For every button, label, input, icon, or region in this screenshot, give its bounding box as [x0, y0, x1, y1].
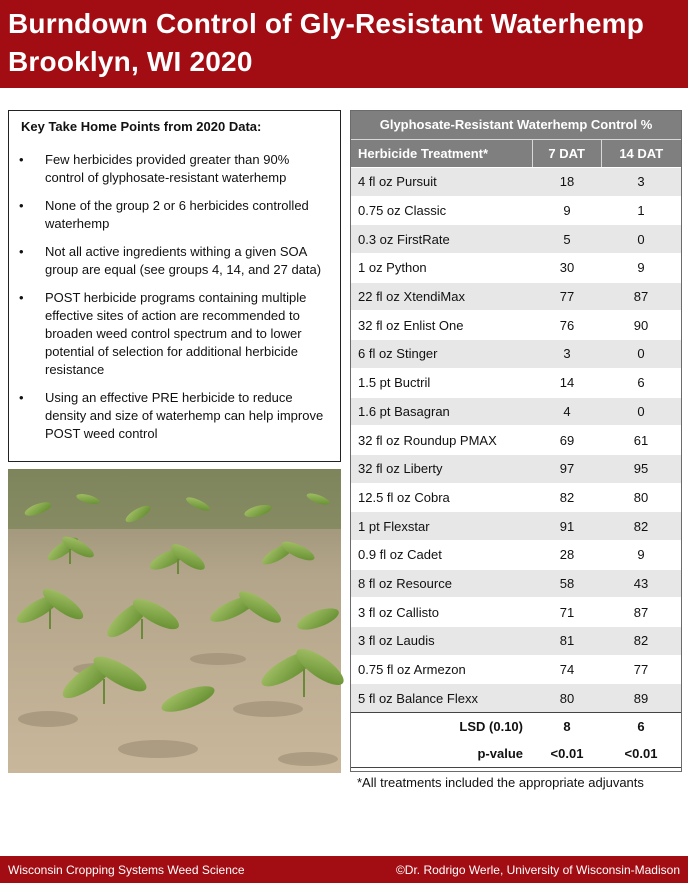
bullet-icon: •	[19, 390, 24, 405]
key-point-text: Few herbicides provided greater than 90% control of glyphosate-resistant waterhemp	[45, 152, 290, 185]
key-point-item	[9, 289, 340, 379]
table-row	[351, 425, 681, 454]
value-7dat-cell: 18	[559, 174, 575, 190]
bullet-icon: •	[19, 152, 24, 167]
table-footnote: *All treatments included the appropriate adjuvants	[351, 767, 681, 798]
table-row	[351, 196, 681, 225]
treatment-cell: 22 fl oz XtendiMax	[358, 289, 465, 305]
footer-copyright: ©Dr. Rodrigo Werle, University of Wisconsin-Madison	[395, 863, 680, 877]
table-stats	[351, 712, 681, 767]
col-header-14dat: 14 DAT	[601, 140, 682, 167]
bullet-icon: •	[19, 198, 24, 213]
value-7dat-cell: 80	[559, 690, 575, 706]
value-14dat-cell: 61	[633, 432, 649, 448]
treatment-cell: 8 fl oz Resource	[358, 575, 452, 591]
key-point-item	[9, 197, 340, 233]
page-title-line-1: Burndown Control of Gly-Resistant Waterhemp	[8, 8, 645, 39]
table-row	[351, 310, 681, 339]
value-14dat-cell: 89	[633, 690, 649, 706]
value-7dat-cell: 4	[563, 403, 571, 419]
stats-value-14dat: <0.01	[624, 746, 658, 762]
table-row	[351, 597, 681, 626]
table-row	[351, 540, 681, 569]
value-14dat-cell: 1	[637, 203, 645, 219]
treatment-cell: 3 fl oz Laudis	[358, 633, 435, 649]
treatment-cell: 0.75 oz Classic	[358, 203, 447, 219]
value-14dat-cell: 82	[633, 633, 649, 649]
value-7dat-cell: 76	[559, 317, 575, 333]
key-points-list	[9, 151, 340, 453]
key-point-text: None of the group 2 or 6 herbicides controlled waterhemp	[45, 198, 309, 231]
waterhemp-photo-illustration	[8, 469, 341, 773]
key-point-item	[9, 243, 340, 279]
value-7dat-cell: 77	[559, 289, 575, 305]
bullet-icon: •	[19, 290, 24, 305]
value-7dat-cell: 81	[559, 633, 575, 649]
value-7dat-cell: 5	[563, 231, 571, 247]
value-7dat-cell: 97	[559, 461, 575, 477]
table-body	[351, 167, 681, 712]
key-point-text: Not all active ingredients withing a given SOA group are equal (see groups 4, 14, and 27 data)	[45, 244, 322, 277]
stats-value-7dat: <0.01	[550, 746, 584, 762]
table-row	[351, 253, 681, 282]
key-point-text: Using an effective PRE herbicide to reduce density and size of waterhemp can help improve POST weed control	[45, 390, 324, 441]
footer-left-text: Wisconsin Cropping Systems Weed Science	[8, 863, 245, 877]
value-14dat-cell: 90	[633, 317, 649, 333]
key-point-item	[9, 151, 340, 187]
value-7dat-cell: 14	[559, 375, 575, 391]
table-row	[351, 511, 681, 540]
table-row	[351, 282, 681, 311]
value-7dat-cell: 91	[559, 518, 575, 534]
value-14dat-cell: 95	[633, 461, 649, 477]
key-point-item	[9, 389, 340, 443]
value-7dat-cell: 3	[563, 346, 571, 362]
value-14dat-cell: 6	[637, 375, 645, 391]
col-header-treatment: Herbicide Treatment*	[358, 146, 489, 161]
value-7dat-cell: 74	[559, 662, 575, 678]
table-row	[351, 167, 681, 196]
value-14dat-cell: 0	[637, 346, 645, 362]
col-header-7dat: 7 DAT	[532, 140, 601, 167]
table-row	[351, 368, 681, 397]
value-14dat-cell: 9	[637, 547, 645, 563]
control-table	[350, 110, 682, 791]
table-title: Glyphosate-Resistant Waterhemp Control %	[351, 111, 681, 139]
table-row	[351, 483, 681, 512]
treatment-cell: 1.6 pt Basagran	[358, 403, 450, 419]
value-7dat-cell: 30	[559, 260, 575, 276]
value-7dat-cell: 82	[559, 489, 575, 505]
treatment-cell: 32 fl oz Roundup PMAX	[358, 432, 497, 448]
bullet-icon: •	[19, 244, 24, 259]
treatment-cell: 5 fl oz Balance Flexx	[358, 690, 478, 706]
value-14dat-cell: 0	[637, 231, 645, 247]
table-row	[351, 339, 681, 368]
stats-value-14dat: 6	[637, 719, 645, 735]
value-14dat-cell: 77	[633, 662, 649, 678]
value-14dat-cell: 0	[637, 403, 645, 419]
treatment-cell: 12.5 fl oz Cobra	[358, 489, 450, 505]
table-row	[351, 626, 681, 655]
treatment-cell: 4 fl oz Pursuit	[358, 174, 437, 190]
page-header	[0, 0, 688, 88]
value-14dat-cell: 82	[633, 518, 649, 534]
treatment-cell: 6 fl oz Stinger	[358, 346, 438, 362]
treatment-cell: 32 fl oz Liberty	[358, 461, 443, 477]
value-14dat-cell: 80	[633, 489, 649, 505]
value-7dat-cell: 71	[559, 604, 575, 620]
treatment-cell: 0.3 oz FirstRate	[358, 231, 450, 247]
value-14dat-cell: 9	[637, 260, 645, 276]
value-7dat-cell: 9	[563, 203, 571, 219]
table-row	[351, 454, 681, 483]
value-7dat-cell: 69	[559, 432, 575, 448]
treatment-cell: 3 fl oz Callisto	[358, 604, 439, 620]
treatment-cell: 32 fl oz Enlist One	[358, 317, 464, 333]
value-14dat-cell: 87	[633, 604, 649, 620]
treatment-cell: 1 oz Python	[358, 260, 427, 276]
table-row	[351, 224, 681, 253]
page-footer	[0, 856, 688, 883]
treatment-cell: 0.9 fl oz Cadet	[358, 547, 442, 563]
table-row	[351, 569, 681, 598]
treatment-cell: 0.75 fl oz Armezon	[358, 662, 466, 678]
value-14dat-cell: 87	[633, 289, 649, 305]
key-point-text: POST herbicide programs containing multiple effective sites of action are recommended to broaden weed control spectrum and to lower potential of selection for additional herbicide resistance	[45, 290, 307, 377]
table-header-row	[351, 139, 681, 167]
stats-label: p-value	[477, 746, 523, 762]
treatment-cell: 1.5 pt Buctril	[358, 375, 431, 391]
table-row	[351, 655, 681, 684]
stats-row-pvalue	[351, 740, 681, 767]
value-14dat-cell: 43	[633, 575, 649, 591]
value-7dat-cell: 28	[559, 547, 575, 563]
table-row	[351, 397, 681, 426]
value-14dat-cell: 3	[637, 174, 645, 190]
treatment-cell: 1 pt Flexstar	[358, 518, 430, 534]
stats-value-7dat: 8	[563, 719, 571, 735]
stats-row-lsd	[351, 713, 681, 740]
value-7dat-cell: 58	[559, 575, 575, 591]
key-points-title: Key Take Home Points from 2020 Data:	[21, 119, 262, 134]
table-row	[351, 683, 681, 712]
page-title-line-2: Brooklyn, WI 2020	[8, 46, 253, 77]
waterhemp-field-photo	[8, 469, 341, 773]
stats-label: LSD (0.10)	[459, 719, 523, 735]
key-points-box	[8, 110, 341, 462]
